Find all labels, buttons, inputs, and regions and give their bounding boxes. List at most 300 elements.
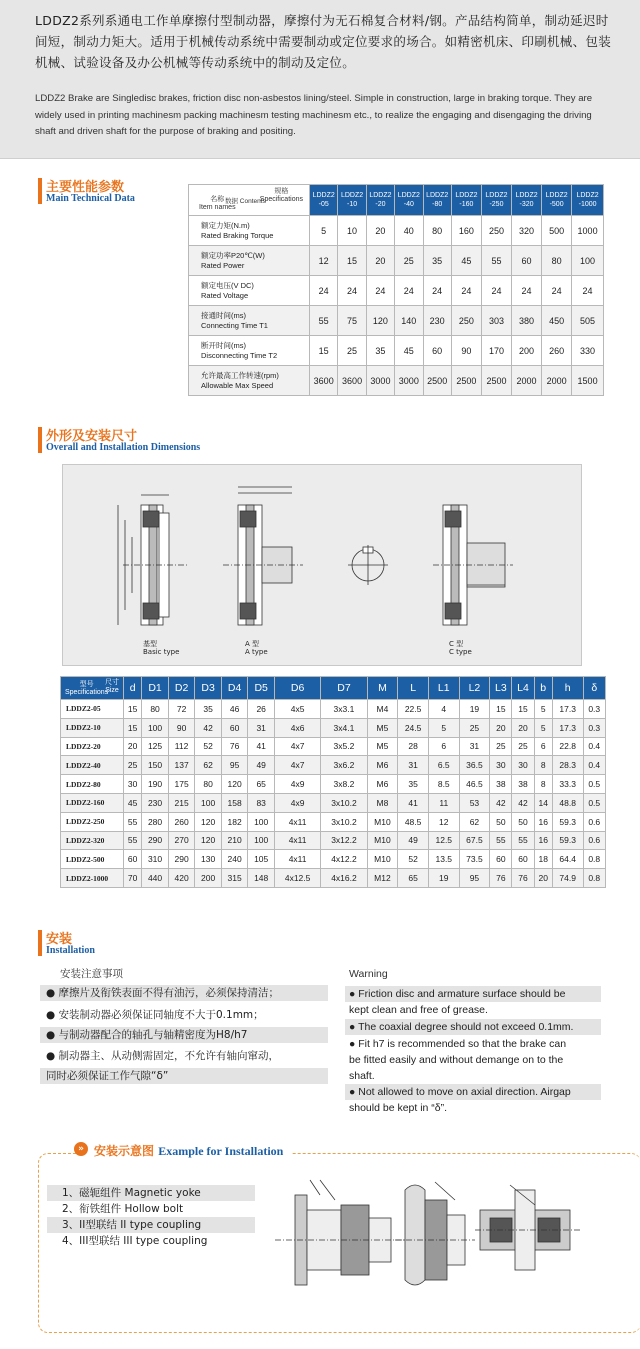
dims-cell: 148	[248, 869, 275, 888]
dims-cell: 22.8	[552, 737, 583, 756]
dims-col-header: D5	[248, 677, 275, 700]
tech-cell: 3600	[310, 366, 338, 396]
dims-cell: 100	[248, 831, 275, 850]
note-item: ● 摩擦片及衔铁表面不得有油污，必须保持清洁；	[40, 985, 328, 1001]
dims-cell: 74.9	[552, 869, 583, 888]
dims-cell: 14	[534, 793, 552, 812]
install-title-zh: 安装	[46, 932, 73, 947]
tech-cell: 2500	[451, 366, 481, 396]
section-bar	[38, 178, 42, 204]
intro-chinese: LDDZ2系列系通电工作单摩擦付型制动器，摩擦付为无石棉复合材料/钢。产品结构简单，制动延迟时间短，制动力矩大。适用于机械传动系统中需要制动或定位要求的场合。如精密机床、印刷机械、包装机械、试验设备及办公机械等传动系统中的制动及定位。	[35, 13, 612, 70]
dims-cell: 440	[142, 869, 169, 888]
dims-col-header: h	[552, 677, 583, 700]
tech-cell: 40	[395, 216, 423, 246]
tech-cell: 230	[423, 306, 451, 336]
tech-cell: 500	[542, 216, 572, 246]
dims-cell: 42	[490, 793, 512, 812]
tech-cell: 1500	[572, 366, 604, 396]
dims-cell: 3x12.2	[321, 831, 367, 850]
dims-cell: 18	[534, 850, 552, 869]
warning-line: ● Fit h7 is recommended so that the brake can	[349, 1038, 567, 1050]
dims-col-header: L2	[459, 677, 490, 700]
dims-cell: 38	[490, 775, 512, 794]
dims-cell: 15	[512, 700, 534, 719]
tech-cell: 200	[512, 336, 542, 366]
tech-cell: 24	[423, 276, 451, 306]
tech-cell: 45	[451, 246, 481, 276]
dims-cell: M5	[367, 718, 398, 737]
tech-cell: 90	[451, 336, 481, 366]
dims-cell: 11	[428, 793, 459, 812]
dims-cell: 182	[221, 812, 248, 831]
tech-cell: 24	[572, 276, 604, 306]
dims-col-header: L3	[490, 677, 512, 700]
dims-cell: 15	[490, 700, 512, 719]
tech-row	[189, 306, 604, 336]
dims-table	[60, 676, 606, 888]
dims-cell: 4x7	[274, 737, 320, 756]
tech-cell: 25	[395, 246, 423, 276]
dims-cell: 105	[248, 850, 275, 869]
dims-cell: 35	[398, 775, 429, 794]
tech-cell: 24	[451, 276, 481, 306]
dims-cell: 25	[459, 718, 490, 737]
tech-cell: 60	[423, 336, 451, 366]
corner-data: 数据 Contents	[225, 198, 266, 205]
dims-model: LDDZ2-500	[61, 850, 124, 869]
dims-col-header: D6	[274, 677, 320, 700]
tech-cell: 5	[310, 216, 338, 246]
dims-cell: 70	[124, 869, 142, 888]
dims-cell: 60	[221, 718, 248, 737]
tech-row	[189, 216, 604, 246]
dims-cell: 3x3.1	[321, 700, 367, 719]
dims-cell: 137	[168, 756, 195, 775]
dims-cell: 4x12.2	[321, 850, 367, 869]
dims-cell: 90	[168, 718, 195, 737]
tech-cell: 80	[542, 246, 572, 276]
tech-cell: 24	[512, 276, 542, 306]
dims-cell: 20	[534, 869, 552, 888]
tech-cell: 303	[481, 306, 511, 336]
basic-type-drawing	[118, 495, 188, 625]
dims-cell: M6	[367, 756, 398, 775]
tech-row	[189, 366, 604, 396]
warning-line: kept clean and free of grease.	[349, 1004, 488, 1016]
dims-col-header: b	[534, 677, 552, 700]
dims-cell: 42	[195, 718, 222, 737]
dims-cell: 59.3	[552, 831, 583, 850]
dims-cell: 53	[459, 793, 490, 812]
dims-cell: 8	[534, 775, 552, 794]
dimension-drawing	[62, 464, 582, 666]
warning-line: should be kept in “δ”.	[349, 1102, 448, 1114]
tech-cell: 330	[572, 336, 604, 366]
note-item: ● 制动器主、从动侧需固定，不允许有轴向窜动，	[46, 1050, 279, 1062]
dims-cell: 76	[221, 737, 248, 756]
tech-col-header: LDDZ2 -1000	[572, 185, 604, 216]
warning-line: shaft.	[349, 1070, 375, 1082]
dims-cell: 46.5	[459, 775, 490, 794]
dims-row	[61, 700, 606, 719]
tech-col-header: LDDZ2 -40	[395, 185, 423, 216]
dims-cell: 46	[221, 700, 248, 719]
dims-cell: 5	[534, 700, 552, 719]
dims-cell: 3x10.2	[321, 812, 367, 831]
dims-cell: 0.6	[583, 812, 606, 831]
tech-cell: 3000	[366, 366, 394, 396]
dims-cell: 31	[459, 737, 490, 756]
warning-line: ● The coaxial degree should not exceed 0.1mm.	[345, 1019, 601, 1035]
dims-cell: M10	[367, 850, 398, 869]
tech-row-label: 断开时间(ms) Disconnecting Time T2	[189, 336, 310, 366]
dims-cell: 45	[124, 793, 142, 812]
dims-cell: 55	[512, 831, 534, 850]
dims-cell: 5	[534, 718, 552, 737]
dims-cell: 0.4	[583, 756, 606, 775]
dims-cell: 72	[168, 700, 195, 719]
tech-cell: 12	[310, 246, 338, 276]
dims-row	[61, 869, 606, 888]
dims-cell: 0.5	[583, 793, 606, 812]
tech-col-header: LDDZ2 -250	[481, 185, 511, 216]
dims-cell: 52	[398, 850, 429, 869]
tech-cell: 120	[366, 306, 394, 336]
dims-cell: 50	[490, 812, 512, 831]
tech-row-label: 额定功率P20℃(W) Rated Power	[189, 246, 310, 276]
tech-cell: 24	[481, 276, 511, 306]
dims-cell: 230	[142, 793, 169, 812]
tech-table-corner	[189, 185, 310, 216]
tech-cell: 24	[310, 276, 338, 306]
tech-table	[188, 184, 604, 396]
install-title-en: Installation	[46, 945, 95, 956]
dims-row	[61, 850, 606, 869]
tech-row-label: 接通时间(ms) Connecting Time T1	[189, 306, 310, 336]
dims-cell: 20	[512, 718, 534, 737]
dims-cell: 315	[221, 869, 248, 888]
intro-english: LDDZ2 Brake are Singledisc brakes, friction disc non-asbestos lining/steel. Simple in construction, large in braking torque. They are widely used in printing machinesm packing machinesm testing machinesm etc., to realize the engaging and disengaging the driving shaft and driven shaft for the purpose of braking and positing.	[35, 93, 593, 137]
dims-cell: 6	[428, 737, 459, 756]
dims-cell: 30	[512, 756, 534, 775]
dims-cell: 270	[168, 831, 195, 850]
tech-cell: 80	[423, 216, 451, 246]
tech-cell: 170	[481, 336, 511, 366]
dims-model: LDDZ2-80	[61, 775, 124, 794]
notes-title: 安装注意事项	[60, 968, 123, 980]
dims-row	[61, 793, 606, 812]
dims-cell: 4x7	[274, 756, 320, 775]
dims-cell: 175	[168, 775, 195, 794]
tech-cell: 260	[542, 336, 572, 366]
tech-col-header: LDDZ2 -05	[310, 185, 338, 216]
note-item: ● 与制动器配合的轴孔与轴精密度为H8/h7	[40, 1027, 328, 1043]
bottom-band	[0, 1337, 640, 1349]
dims-row	[61, 718, 606, 737]
dims-model: LDDZ2-05	[61, 700, 124, 719]
dims-cell: 13.5	[428, 850, 459, 869]
dims-title-en: Overall and Installation Dimensions	[46, 442, 201, 453]
dims-cell: 100	[142, 718, 169, 737]
dims-cell: 100	[248, 812, 275, 831]
dims-cell: 4x12.5	[274, 869, 320, 888]
dims-cell: 420	[168, 869, 195, 888]
dims-cell: 0.3	[583, 718, 606, 737]
dims-row	[61, 812, 606, 831]
dims-cell: 49	[398, 831, 429, 850]
dims-cell: 0.8	[583, 869, 606, 888]
dims-model: LDDZ2-250	[61, 812, 124, 831]
tech-cell: 450	[542, 306, 572, 336]
part-item: 1、磁轭组件 Magnetic yoke	[47, 1185, 255, 1201]
dims-cell: 80	[142, 700, 169, 719]
section-bar	[38, 930, 42, 956]
dims-cell: 48.8	[552, 793, 583, 812]
dims-cell: 49	[248, 756, 275, 775]
dims-cell: 280	[142, 812, 169, 831]
dims-model: LDDZ2-1000	[61, 869, 124, 888]
dims-cell: 20	[124, 737, 142, 756]
dims-cell: 19	[428, 869, 459, 888]
dims-cell: 33.3	[552, 775, 583, 794]
dims-col-header: L	[398, 677, 429, 700]
a-type-label: A 型 A type	[245, 640, 268, 656]
dims-cell: 24.5	[398, 718, 429, 737]
warning-line: ● Not allowed to move on axial direction. Airgap	[345, 1084, 601, 1100]
dims-cell: 95	[459, 869, 490, 888]
dims-cell: 4x6	[274, 718, 320, 737]
dims-row	[61, 756, 606, 775]
dims-cell: 60	[512, 850, 534, 869]
dims-cell: 25	[124, 756, 142, 775]
dims-cell: 80	[195, 775, 222, 794]
tech-row-label: 额定力矩(N.m) Rated Braking Torque	[189, 216, 310, 246]
corner-spec: 规格 Specifications	[259, 188, 303, 203]
dims-cell: 26	[248, 700, 275, 719]
dims-cell: 36.5	[459, 756, 490, 775]
dims-cell: 5	[428, 718, 459, 737]
tech-col-header: LDDZ2 -80	[423, 185, 451, 216]
dims-cell: 52	[195, 737, 222, 756]
chevron-right-icon: »	[74, 1142, 88, 1156]
tech-cell: 1000	[572, 216, 604, 246]
dims-table-corner: 尺寸 Size 型号 Specifications	[61, 677, 124, 700]
warning-line: ● Friction disc and armature surface should be	[345, 986, 601, 1002]
dims-cell: 31	[248, 718, 275, 737]
dims-cell: 30	[490, 756, 512, 775]
dims-col-header: D4	[221, 677, 248, 700]
brake-drawings	[63, 465, 581, 665]
dims-row	[61, 831, 606, 850]
dims-cell: 8.5	[428, 775, 459, 794]
dims-col-header: δ	[583, 677, 606, 700]
dims-cell: 190	[142, 775, 169, 794]
dims-cell: 215	[168, 793, 195, 812]
dims-cell: 62	[195, 756, 222, 775]
dims-cell: 41	[248, 737, 275, 756]
dims-model: LDDZ2-40	[61, 756, 124, 775]
dims-cell: 100	[195, 793, 222, 812]
tech-col-header: LDDZ2 -10	[338, 185, 366, 216]
dims-cell: 12.5	[428, 831, 459, 850]
dims-cell: 38	[512, 775, 534, 794]
dims-cell: 17.3	[552, 718, 583, 737]
tech-cell: 2000	[542, 366, 572, 396]
dims-cell: 3x4.1	[321, 718, 367, 737]
dims-cell: 4x5	[274, 700, 320, 719]
tech-cell: 3000	[395, 366, 423, 396]
dims-model: LDDZ2-20	[61, 737, 124, 756]
dims-model: LDDZ2-10	[61, 718, 124, 737]
dims-cell: 0.6	[583, 831, 606, 850]
dims-cell: 59.3	[552, 812, 583, 831]
dims-cell: 25	[512, 737, 534, 756]
dims-cell: 125	[142, 737, 169, 756]
dims-cell: 73.5	[459, 850, 490, 869]
tech-row-label: 额定电压(V DC) Rated Voltage	[189, 276, 310, 306]
dims-cell: 17.3	[552, 700, 583, 719]
tech-row-label: 允许最高工作转速(rpm) Allowable Max Speed	[189, 366, 310, 396]
dims-col-header: D2	[168, 677, 195, 700]
section-bar	[38, 427, 42, 453]
dims-cell: 4x11	[274, 831, 320, 850]
dims-cell: 120	[195, 812, 222, 831]
dims-cell: M5	[367, 737, 398, 756]
dims-col-header: L4	[512, 677, 534, 700]
part-item: 3、II型联结 II type coupling	[47, 1217, 255, 1233]
dims-cell: 15	[124, 718, 142, 737]
dims-cell: 19	[459, 700, 490, 719]
dims-cell: 28	[398, 737, 429, 756]
dims-cell: M10	[367, 831, 398, 850]
tech-cell: 25	[338, 336, 366, 366]
dims-cell: 210	[221, 831, 248, 850]
dims-cell: 67.5	[459, 831, 490, 850]
example-title-en: Example for Installation	[158, 1144, 284, 1158]
dims-cell: 25	[490, 737, 512, 756]
tech-row	[189, 246, 604, 276]
dims-cell: 76	[512, 869, 534, 888]
note-item: 同时必须保证工作气隙“δ”	[40, 1068, 328, 1084]
dims-cell: 120	[221, 775, 248, 794]
dims-cell: 28.3	[552, 756, 583, 775]
tech-cell: 505	[572, 306, 604, 336]
part-item: 4、III型联结 III type coupling	[62, 1235, 208, 1247]
tech-cell: 35	[423, 246, 451, 276]
dims-cell: 120	[195, 831, 222, 850]
dims-col-header: L1	[428, 677, 459, 700]
dims-col-header: d	[124, 677, 142, 700]
dims-title-zh: 外形及安装尺寸	[46, 429, 138, 444]
dims-cell: 3x5.2	[321, 737, 367, 756]
dims-cell: 83	[248, 793, 275, 812]
dims-cell: 65	[248, 775, 275, 794]
dims-cell: 4x11	[274, 850, 320, 869]
dims-cell: 60	[124, 850, 142, 869]
dims-cell: 50	[512, 812, 534, 831]
corner-name: 名称 Item names	[199, 196, 236, 211]
tech-cell: 55	[481, 246, 511, 276]
intro-panel	[0, 0, 640, 159]
example-title-zh: 安装示意图	[94, 1144, 155, 1158]
dims-cell: 4x9	[274, 793, 320, 812]
dims-cell: M4	[367, 700, 398, 719]
tech-cell: 10	[338, 216, 366, 246]
dims-cell: 60	[490, 850, 512, 869]
dims-cell: 95	[221, 756, 248, 775]
tech-cell: 20	[366, 216, 394, 246]
tech-cell: 3600	[338, 366, 366, 396]
dims-cell: 31	[398, 756, 429, 775]
dims-cell: 65	[398, 869, 429, 888]
dims-cell: 64.4	[552, 850, 583, 869]
keyway-detail-drawing	[348, 545, 388, 585]
dims-cell: 3x10.2	[321, 793, 367, 812]
installation-example-drawing	[265, 1170, 595, 1300]
tech-cell: 250	[481, 216, 511, 246]
tech-cell: 380	[512, 306, 542, 336]
tech-cell: 24	[542, 276, 572, 306]
tech-col-header: LDDZ2 -500	[542, 185, 572, 216]
dims-cell: M6	[367, 775, 398, 794]
part-item: 2、衔铁组件 Hollow bolt	[62, 1203, 184, 1215]
dims-cell: 8	[534, 756, 552, 775]
dims-cell: 4	[428, 700, 459, 719]
tech-cell: 2500	[423, 366, 451, 396]
dims-cell: 158	[221, 793, 248, 812]
dims-cell: 30	[124, 775, 142, 794]
tech-cell: 35	[366, 336, 394, 366]
dims-cell: 16	[534, 831, 552, 850]
dims-cell: 62	[459, 812, 490, 831]
dims-cell: M12	[367, 869, 398, 888]
dims-cell: 20	[490, 718, 512, 737]
tech-cell: 55	[310, 306, 338, 336]
dims-row	[61, 737, 606, 756]
basic-type-label: 基型 Basic type	[143, 640, 180, 656]
tech-cell: 24	[366, 276, 394, 306]
tech-cell: 24	[338, 276, 366, 306]
tech-col-header: LDDZ2 -20	[366, 185, 394, 216]
dims-col-header: D7	[321, 677, 367, 700]
tech-title-en: Main Technical Data	[46, 193, 135, 204]
dims-cell: M8	[367, 793, 398, 812]
tech-cell: 320	[512, 216, 542, 246]
dims-cell: 6	[534, 737, 552, 756]
tech-cell: 2000	[512, 366, 542, 396]
tech-cell: 75	[338, 306, 366, 336]
tech-cell: 2500	[481, 366, 511, 396]
dims-cell: 55	[490, 831, 512, 850]
note-item: ● 安装制动器必须保证同轴度不大于0.1mm；	[46, 1009, 264, 1021]
dims-cell: 0.5	[583, 775, 606, 794]
dims-cell: 0.4	[583, 737, 606, 756]
dims-cell: 76	[490, 869, 512, 888]
dims-cell: 55	[124, 831, 142, 850]
dims-cell: 15	[124, 700, 142, 719]
dims-cell: 3x8.2	[321, 775, 367, 794]
warning-title: Warning	[349, 968, 388, 980]
dims-cell: 55	[124, 812, 142, 831]
tech-cell: 15	[338, 246, 366, 276]
tech-row	[189, 276, 604, 306]
dims-cell: 310	[142, 850, 169, 869]
dims-cell: 4x11	[274, 812, 320, 831]
tech-cell: 45	[395, 336, 423, 366]
dims-cell: 240	[221, 850, 248, 869]
dims-col-header: D1	[142, 677, 169, 700]
dims-cell: 4x16.2	[321, 869, 367, 888]
